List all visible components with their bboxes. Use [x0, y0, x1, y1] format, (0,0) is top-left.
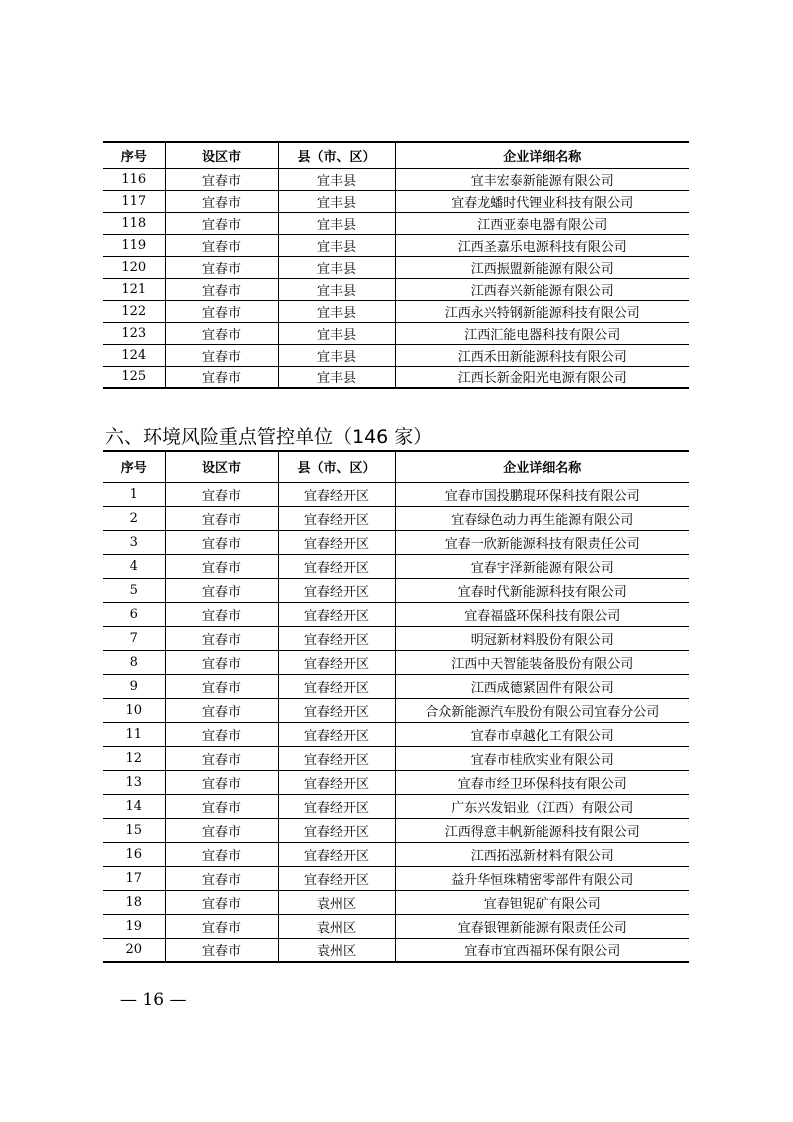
table-row: [103, 650, 689, 674]
cell-county: 宜春经开区: [278, 650, 395, 674]
table-row: [103, 322, 689, 344]
cell-seq: 7: [103, 626, 165, 650]
cell-county: 宜春经开区: [278, 842, 395, 866]
cell-city: 宜春市: [165, 818, 278, 842]
table-row: [103, 256, 689, 278]
table-row: [103, 530, 689, 554]
cell-county: 宜丰县: [278, 212, 395, 234]
cell-company: 宜春市卓越化工有限公司: [395, 722, 689, 746]
table-row: [103, 794, 689, 818]
cell-company: 宜春市国投鹏琨环保科技有限公司: [395, 482, 689, 506]
cell-county: 宜丰县: [278, 168, 395, 190]
cell-company: 宜春时代新能源科技有限公司: [395, 578, 689, 602]
cell-company: 宜春龙蟠时代锂业科技有限公司: [395, 190, 689, 212]
cell-city: 宜春市: [165, 770, 278, 794]
cell-city: 宜春市: [165, 626, 278, 650]
page-number: — 16 —: [120, 990, 187, 1010]
table-row: [103, 770, 689, 794]
col-header-county: 县（市、区）: [278, 451, 395, 482]
cell-seq: 15: [103, 818, 165, 842]
cell-company: 江西长新金阳光电源有限公司: [395, 366, 689, 388]
cell-seq: 17: [103, 866, 165, 890]
table-row: [103, 506, 689, 530]
cell-company: 宜春市宜西福环保有限公司: [395, 938, 689, 962]
cell-city: 宜春市: [165, 256, 278, 278]
cell-seq: 125: [103, 366, 165, 388]
table-row: [103, 300, 689, 322]
table-row: [103, 602, 689, 626]
cell-seq: 122: [103, 300, 165, 322]
cell-seq: 18: [103, 890, 165, 914]
cell-county: 宜春经开区: [278, 674, 395, 698]
cell-company: 宜春宇泽新能源有限公司: [395, 554, 689, 578]
cell-company: 宜丰宏泰新能源有限公司: [395, 168, 689, 190]
cell-company: 宜春银锂新能源有限责任公司: [395, 914, 689, 938]
cell-county: 宜春经开区: [278, 746, 395, 770]
cell-county: 宜春经开区: [278, 530, 395, 554]
table-body: [103, 482, 689, 962]
cell-seq: 123: [103, 322, 165, 344]
col-header-company: 企业详细名称: [395, 451, 689, 482]
cell-company: 江西禾田新能源科技有限公司: [395, 344, 689, 366]
cell-city: 宜春市: [165, 554, 278, 578]
col-header-seq: 序号: [103, 451, 165, 482]
cell-company: 江西汇能电器科技有限公司: [395, 322, 689, 344]
table-body: [103, 168, 689, 388]
cell-city: 宜春市: [165, 938, 278, 962]
cell-county: 宜丰县: [278, 366, 395, 388]
col-header-county: 县（市、区）: [278, 142, 395, 168]
cell-city: 宜春市: [165, 650, 278, 674]
cell-city: 宜春市: [165, 890, 278, 914]
cell-county: 宜春经开区: [278, 770, 395, 794]
cell-seq: 119: [103, 234, 165, 256]
col-header-seq: 序号: [103, 142, 165, 168]
cell-seq: 120: [103, 256, 165, 278]
table-row: [103, 234, 689, 256]
cell-company: 益升华恒珠精密零部件有限公司: [395, 866, 689, 890]
table-row: [103, 890, 689, 914]
cell-county: 宜春经开区: [278, 554, 395, 578]
table-row: [103, 212, 689, 234]
section-title: 六、环境风险重点管控单位（146 家）: [105, 426, 433, 448]
table-row: [103, 722, 689, 746]
table-row: [103, 344, 689, 366]
table-row: [103, 554, 689, 578]
cell-city: 宜春市: [165, 842, 278, 866]
cell-seq: 117: [103, 190, 165, 212]
cell-company: 宜春绿色动力再生能源有限公司: [395, 506, 689, 530]
cell-county: 宜丰县: [278, 322, 395, 344]
cell-city: 宜春市: [165, 482, 278, 506]
table-row: [103, 818, 689, 842]
col-header-city: 设区市: [165, 142, 278, 168]
cell-city: 宜春市: [165, 698, 278, 722]
cell-city: 宜春市: [165, 914, 278, 938]
cell-company: 江西振盟新能源有限公司: [395, 256, 689, 278]
cell-seq: 6: [103, 602, 165, 626]
cell-city: 宜春市: [165, 794, 278, 818]
table-row: [103, 842, 689, 866]
table-row: [103, 914, 689, 938]
cell-company: 江西中天智能装备股份有限公司: [395, 650, 689, 674]
cell-seq: 5: [103, 578, 165, 602]
table-row: [103, 190, 689, 212]
cell-city: 宜春市: [165, 168, 278, 190]
cell-city: 宜春市: [165, 234, 278, 256]
col-header-company: 企业详细名称: [395, 142, 689, 168]
cell-seq: 3: [103, 530, 165, 554]
cell-company: 江西春兴新能源有限公司: [395, 278, 689, 300]
cell-city: 宜春市: [165, 212, 278, 234]
cell-seq: 14: [103, 794, 165, 818]
cell-city: 宜春市: [165, 578, 278, 602]
table-row: [103, 482, 689, 506]
cell-county: 袁州区: [278, 914, 395, 938]
cell-seq: 9: [103, 674, 165, 698]
cell-seq: 12: [103, 746, 165, 770]
cell-county: 宜春经开区: [278, 602, 395, 626]
cell-seq: 16: [103, 842, 165, 866]
cell-county: 宜丰县: [278, 344, 395, 366]
cell-county: 宜丰县: [278, 234, 395, 256]
cell-county: 宜春经开区: [278, 626, 395, 650]
table-row: [103, 578, 689, 602]
cell-company: 宜春一欣新能源科技有限责任公司: [395, 530, 689, 554]
cell-company: 明冠新材料股份有限公司: [395, 626, 689, 650]
cell-city: 宜春市: [165, 344, 278, 366]
cell-city: 宜春市: [165, 866, 278, 890]
cell-city: 宜春市: [165, 530, 278, 554]
cell-county: 宜丰县: [278, 278, 395, 300]
table-row: [103, 674, 689, 698]
cell-seq: 121: [103, 278, 165, 300]
cell-company: 江西亚泰电器有限公司: [395, 212, 689, 234]
cell-company: 江西永兴特钢新能源科技有限公司: [395, 300, 689, 322]
cell-city: 宜春市: [165, 366, 278, 388]
cell-city: 宜春市: [165, 602, 278, 626]
cell-county: 宜春经开区: [278, 482, 395, 506]
cell-city: 宜春市: [165, 506, 278, 530]
cell-seq: 116: [103, 168, 165, 190]
table-row: [103, 938, 689, 962]
table-row: [103, 278, 689, 300]
cell-county: 宜丰县: [278, 256, 395, 278]
cell-county: 宜春经开区: [278, 794, 395, 818]
environmental-risk-table: [103, 450, 689, 963]
cell-company: 江西圣嘉乐电源科技有限公司: [395, 234, 689, 256]
table-row: [103, 366, 689, 388]
cell-seq: 20: [103, 938, 165, 962]
cell-city: 宜春市: [165, 278, 278, 300]
cell-seq: 124: [103, 344, 165, 366]
enterprise-table-continued: [103, 141, 689, 389]
cell-company: 宜春福盛环保科技有限公司: [395, 602, 689, 626]
cell-city: 宜春市: [165, 722, 278, 746]
cell-city: 宜春市: [165, 746, 278, 770]
cell-company: 宜春市经卫环保科技有限公司: [395, 770, 689, 794]
cell-county: 宜丰县: [278, 190, 395, 212]
table-header-row: [103, 451, 689, 482]
table-row: [103, 698, 689, 722]
cell-company: 合众新能源汽车股份有限公司宜春分公司: [395, 698, 689, 722]
cell-seq: 10: [103, 698, 165, 722]
table-row: [103, 866, 689, 890]
cell-company: 宜春钽铌矿有限公司: [395, 890, 689, 914]
cell-seq: 1: [103, 482, 165, 506]
cell-company: 江西成德紧固件有限公司: [395, 674, 689, 698]
cell-city: 宜春市: [165, 322, 278, 344]
table-row: [103, 626, 689, 650]
cell-seq: 19: [103, 914, 165, 938]
cell-county: 宜春经开区: [278, 722, 395, 746]
cell-seq: 118: [103, 212, 165, 234]
cell-seq: 13: [103, 770, 165, 794]
cell-company: 宜春市桂欣实业有限公司: [395, 746, 689, 770]
cell-county: 宜春经开区: [278, 698, 395, 722]
table-header-row: [103, 142, 689, 168]
cell-county: 袁州区: [278, 938, 395, 962]
cell-city: 宜春市: [165, 674, 278, 698]
cell-seq: 8: [103, 650, 165, 674]
cell-county: 宜春经开区: [278, 506, 395, 530]
cell-county: 宜丰县: [278, 300, 395, 322]
cell-county: 宜春经开区: [278, 818, 395, 842]
cell-seq: 11: [103, 722, 165, 746]
cell-company: 江西拓泓新材料有限公司: [395, 842, 689, 866]
cell-seq: 4: [103, 554, 165, 578]
cell-company: 江西得意丰帆新能源科技有限公司: [395, 818, 689, 842]
cell-county: 宜春经开区: [278, 578, 395, 602]
table-row: [103, 746, 689, 770]
cell-city: 宜春市: [165, 190, 278, 212]
cell-company: 广东兴发铝业（江西）有限公司: [395, 794, 689, 818]
cell-city: 宜春市: [165, 300, 278, 322]
table-row: [103, 168, 689, 190]
cell-seq: 2: [103, 506, 165, 530]
cell-county: 宜春经开区: [278, 866, 395, 890]
col-header-city: 设区市: [165, 451, 278, 482]
cell-county: 袁州区: [278, 890, 395, 914]
